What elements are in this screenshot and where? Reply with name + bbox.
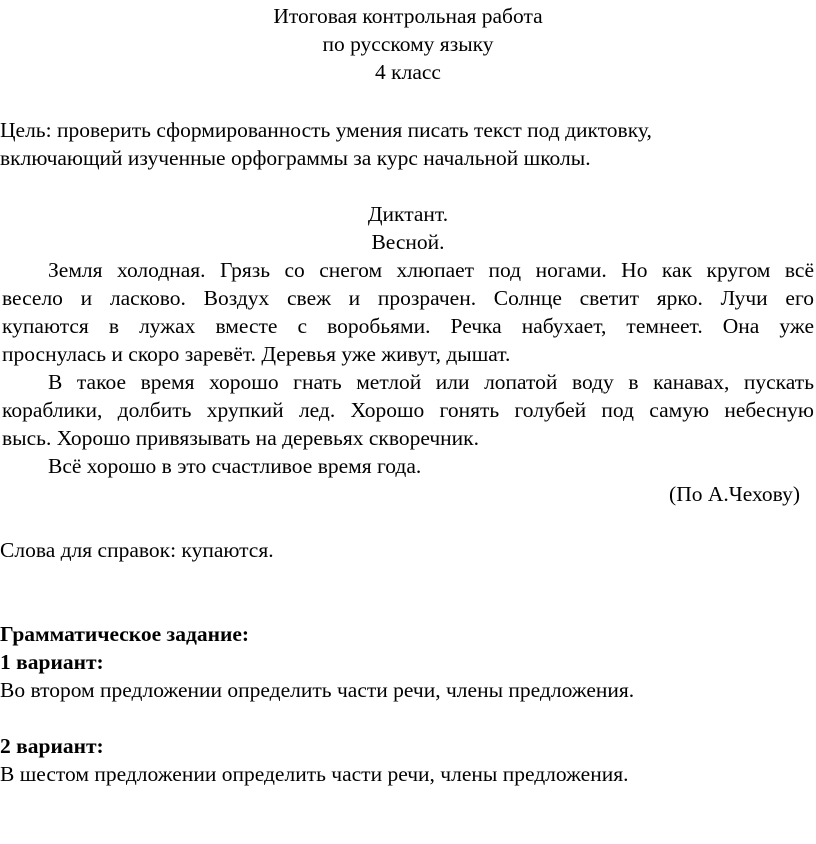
dictation-title: Весной. bbox=[371, 230, 445, 254]
dictation-line: весело и ласково. Воздух свеж и прозрачен. Солнце светит ярко. Лучи его bbox=[2, 286, 814, 310]
goal-line-2: включающий изученные орфограммы за курс начальной школы. bbox=[0, 146, 591, 170]
goal-line-1: Цель: проверить сформированность умения писать текст под диктовку, bbox=[0, 118, 652, 142]
title-line-2: по русскому языку bbox=[322, 32, 494, 56]
dictation-line: купаются в лужах вместе с воробьями. Речка набухает, темнеет. Она уже bbox=[2, 314, 814, 338]
grammar-heading: Грамматическое задание: bbox=[0, 622, 250, 646]
variant-1-task: Во втором предложении определить части речи, члены предложения. bbox=[0, 678, 635, 702]
variant-2-task: В шестом предложении определить части речи, члены предложения. bbox=[0, 762, 629, 786]
attribution: (По А.Чехову) bbox=[669, 482, 800, 506]
dictation-line: кораблики, долбить хрупкий лед. Хорошо гонять голубей под самую небесную bbox=[2, 398, 814, 422]
dictation-line: Всё хорошо в это счастливое время года. bbox=[48, 454, 422, 478]
variant-1-label: 1 вариант: bbox=[0, 650, 104, 674]
dictation-line: проснулась и скоро заревёт. Деревья уже живут, дышат. bbox=[2, 342, 511, 366]
reference-words: Слова для справок: купаются. bbox=[0, 538, 274, 562]
title-line-3: 4 класс bbox=[375, 60, 441, 84]
dictation-line: В такое время хорошо гнать метлой или лопатой воду в канавах, пускать bbox=[48, 370, 814, 394]
dictation-line: Земля холодная. Грязь со снегом хлюпает под ногами. Но как кругом всё bbox=[48, 258, 814, 282]
variant-2-label: 2 вариант: bbox=[0, 734, 104, 758]
dictation-heading: Диктант. bbox=[367, 202, 449, 226]
title-line-1: Итоговая контрольная работа bbox=[273, 4, 543, 28]
dictation-line: высь. Хорошо привязывать на деревьях скворечник. bbox=[2, 426, 479, 450]
